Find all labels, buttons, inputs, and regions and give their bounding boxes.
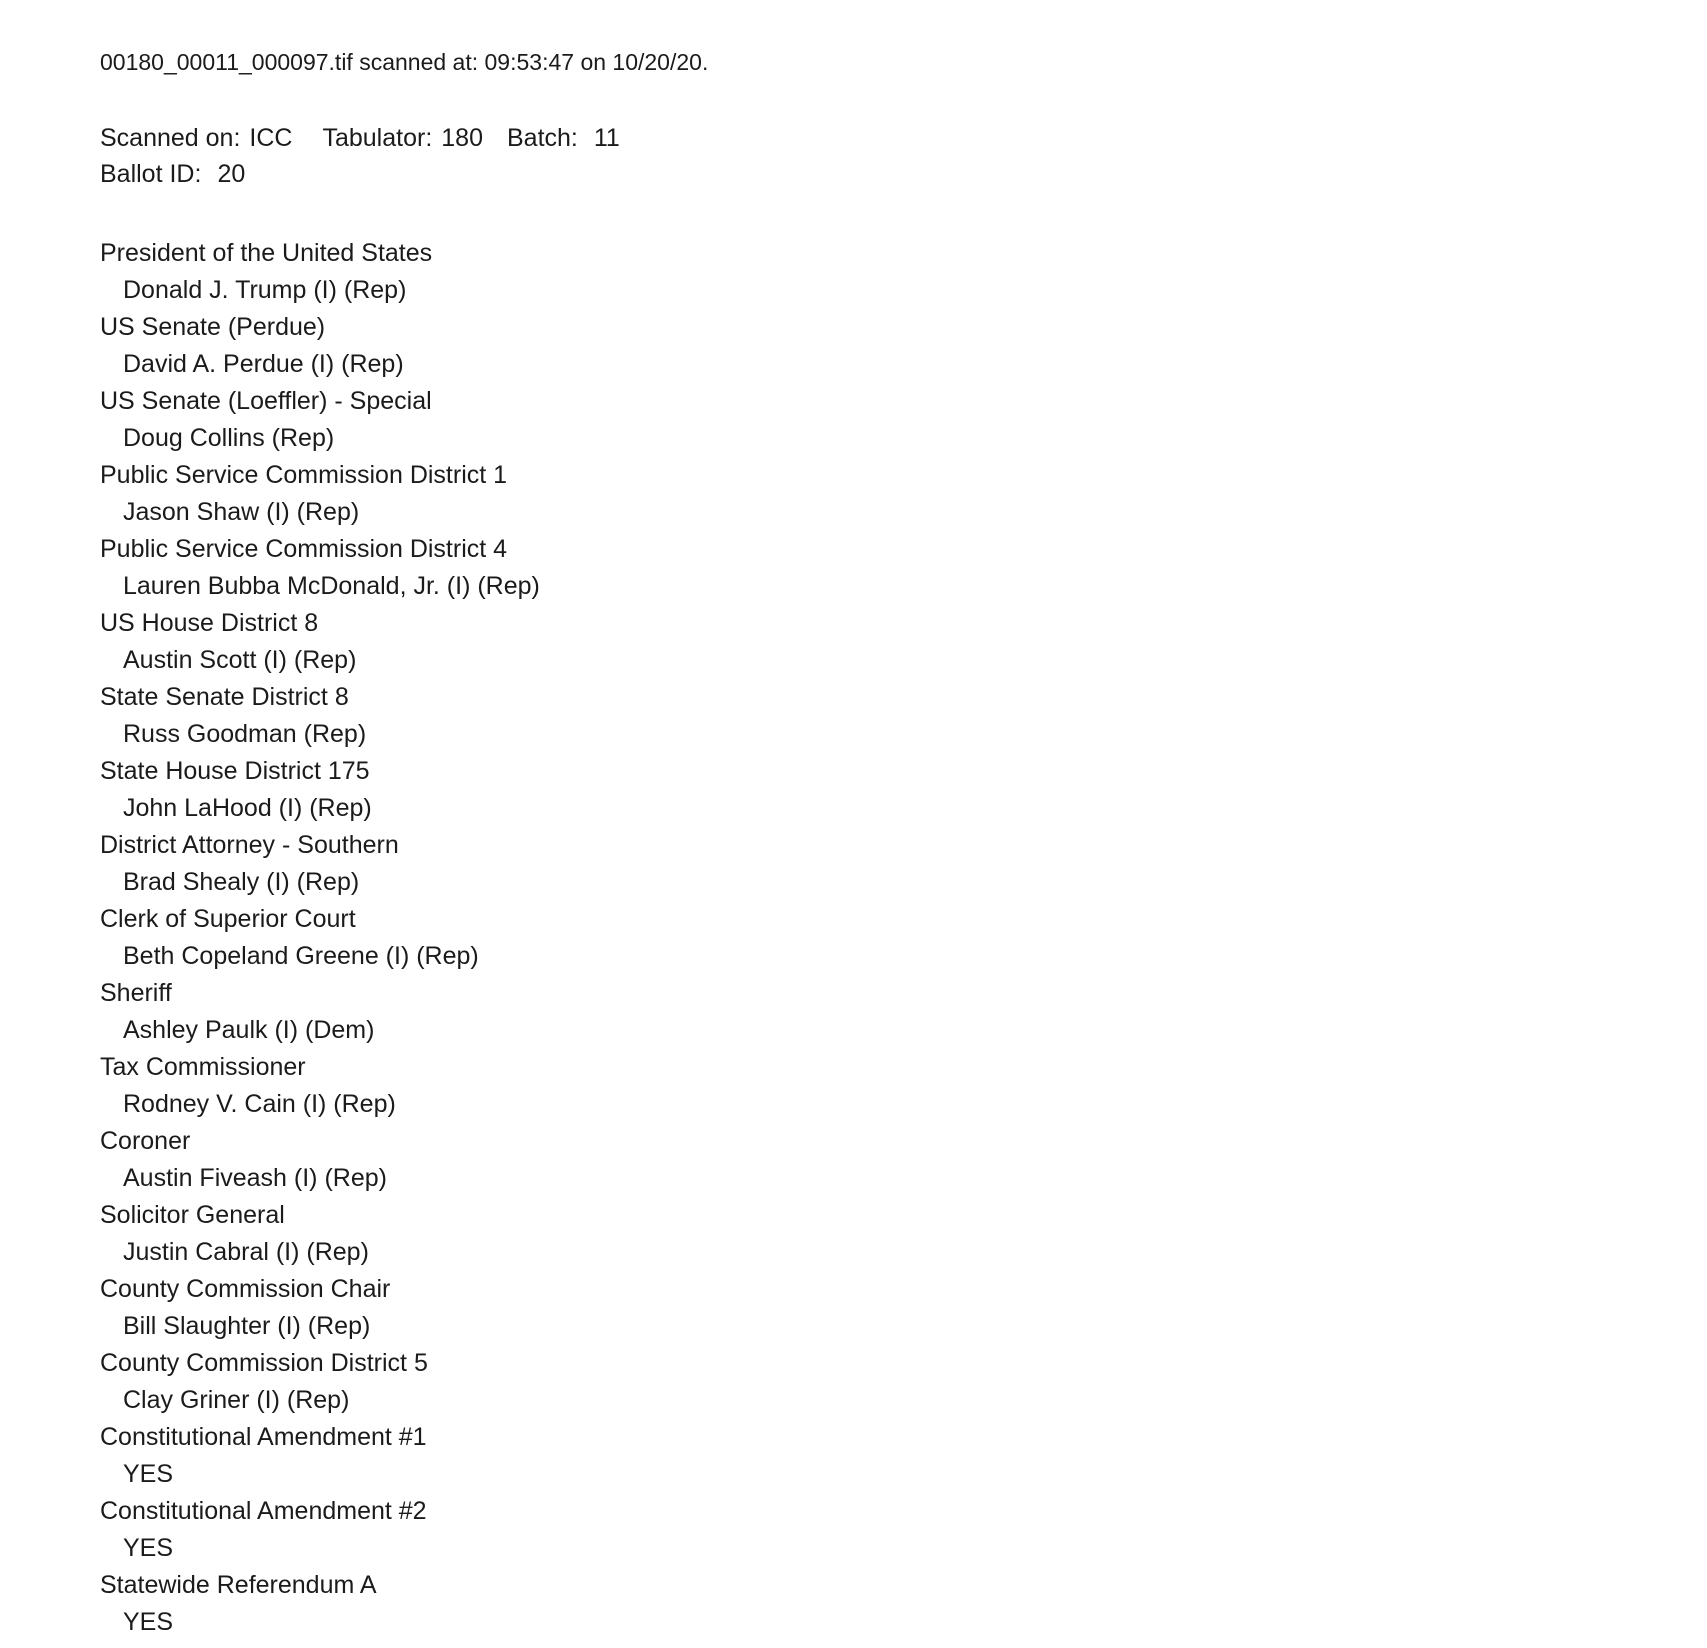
contest-selection: Jason Shaw (I) (Rep) (123, 498, 360, 526)
scanned-on-label: Scanned on: (100, 124, 241, 152)
contest-title: Clerk of Superior Court (100, 905, 356, 933)
contest-block (100, 1345, 1667, 1419)
scanned-on-value: ICC (249, 124, 293, 152)
contest-block (100, 827, 1667, 901)
contest-selection: Austin Scott (I) (Rep) (123, 646, 357, 674)
contest-block (100, 309, 1667, 383)
contest-selection: Donald J. Trump (I) (Rep) (123, 276, 407, 304)
contest-selection: Rodney V. Cain (I) (Rep) (123, 1090, 396, 1118)
contest-title: Coroner (100, 1127, 191, 1155)
contest-selection: Brad Shealy (I) (Rep) (123, 868, 360, 896)
contest-block (100, 1123, 1667, 1197)
ballot-id-line (100, 156, 1667, 192)
contest-block (100, 235, 1667, 309)
contest-title: County Commission District 5 (100, 1349, 428, 1377)
contest-list (100, 235, 1667, 1641)
contest-selection: Lauren Bubba McDonald, Jr. (I) (Rep) (123, 572, 540, 600)
contest-selection: YES (123, 1608, 174, 1636)
contest-title: Constitutional Amendment #2 (100, 1497, 427, 1525)
contest-selection: Justin Cabral (I) (Rep) (123, 1238, 369, 1266)
contest-selection: Austin Fiveash (I) (Rep) (123, 1164, 387, 1192)
batch-value: 11 (593, 124, 620, 152)
contest-block (100, 457, 1667, 531)
contest-selection: Russ Goodman (Rep) (123, 720, 367, 748)
contest-selection: Ashley Paulk (I) (Dem) (123, 1016, 375, 1044)
tabulator-label: Tabulator: (322, 124, 433, 152)
contest-block (100, 901, 1667, 975)
contest-selection: Doug Collins (Rep) (123, 424, 335, 452)
contest-title: County Commission Chair (100, 1275, 391, 1303)
batch-label: Batch: (506, 124, 578, 152)
ballot-id-value: 20 (217, 160, 246, 188)
contest-selection: Clay Griner (I) (Rep) (123, 1386, 350, 1414)
contest-block (100, 1049, 1667, 1123)
scan-filename-line: 00180_00011_000097.tif scanned at: 09:53:47 on 10/20/20. (100, 49, 709, 75)
contest-selection: David A. Perdue (I) (Rep) (123, 350, 404, 378)
ballot-id-label: Ballot ID: (100, 160, 202, 188)
contest-block (100, 975, 1667, 1049)
contest-selection: John LaHood (I) (Rep) (123, 794, 372, 822)
contest-title: Tax Commissioner (100, 1053, 306, 1081)
contest-title: US Senate (Perdue) (100, 313, 326, 341)
contest-title: District Attorney - Southern (100, 831, 399, 859)
contest-selection: YES (123, 1460, 174, 1488)
contest-block (100, 753, 1667, 827)
contest-block (100, 1197, 1667, 1271)
contest-block (100, 1271, 1667, 1345)
contest-title: Public Service Commission District 4 (100, 535, 508, 563)
contest-selection: Beth Copeland Greene (I) (Rep) (123, 942, 479, 970)
contest-title: Solicitor General (100, 1201, 285, 1229)
contest-selection: YES (123, 1534, 174, 1562)
contest-title: US Senate (Loeffler) - Special (100, 387, 432, 415)
contest-title: State Senate District 8 (100, 683, 349, 711)
contest-block (100, 383, 1667, 457)
scan-info-line (100, 120, 1667, 156)
contest-title: Statewide Referendum A (100, 1571, 377, 1599)
contest-block (100, 605, 1667, 679)
contest-title: Constitutional Amendment #1 (100, 1423, 427, 1451)
contest-title: State House District 175 (100, 757, 370, 785)
contest-block (100, 531, 1667, 605)
contest-title: Public Service Commission District 1 (100, 461, 508, 489)
contest-title: President of the United States (100, 239, 433, 267)
contest-block (100, 1419, 1667, 1493)
contest-block (100, 1493, 1667, 1567)
scan-info-block (100, 120, 1667, 192)
tabulator-value: 180 (441, 124, 483, 152)
contest-selection: Bill Slaughter (I) (Rep) (123, 1312, 371, 1340)
contest-block (100, 679, 1667, 753)
contest-title: US House District 8 (100, 609, 319, 637)
contest-block (100, 1567, 1667, 1641)
contest-title: Sheriff (100, 979, 172, 1007)
